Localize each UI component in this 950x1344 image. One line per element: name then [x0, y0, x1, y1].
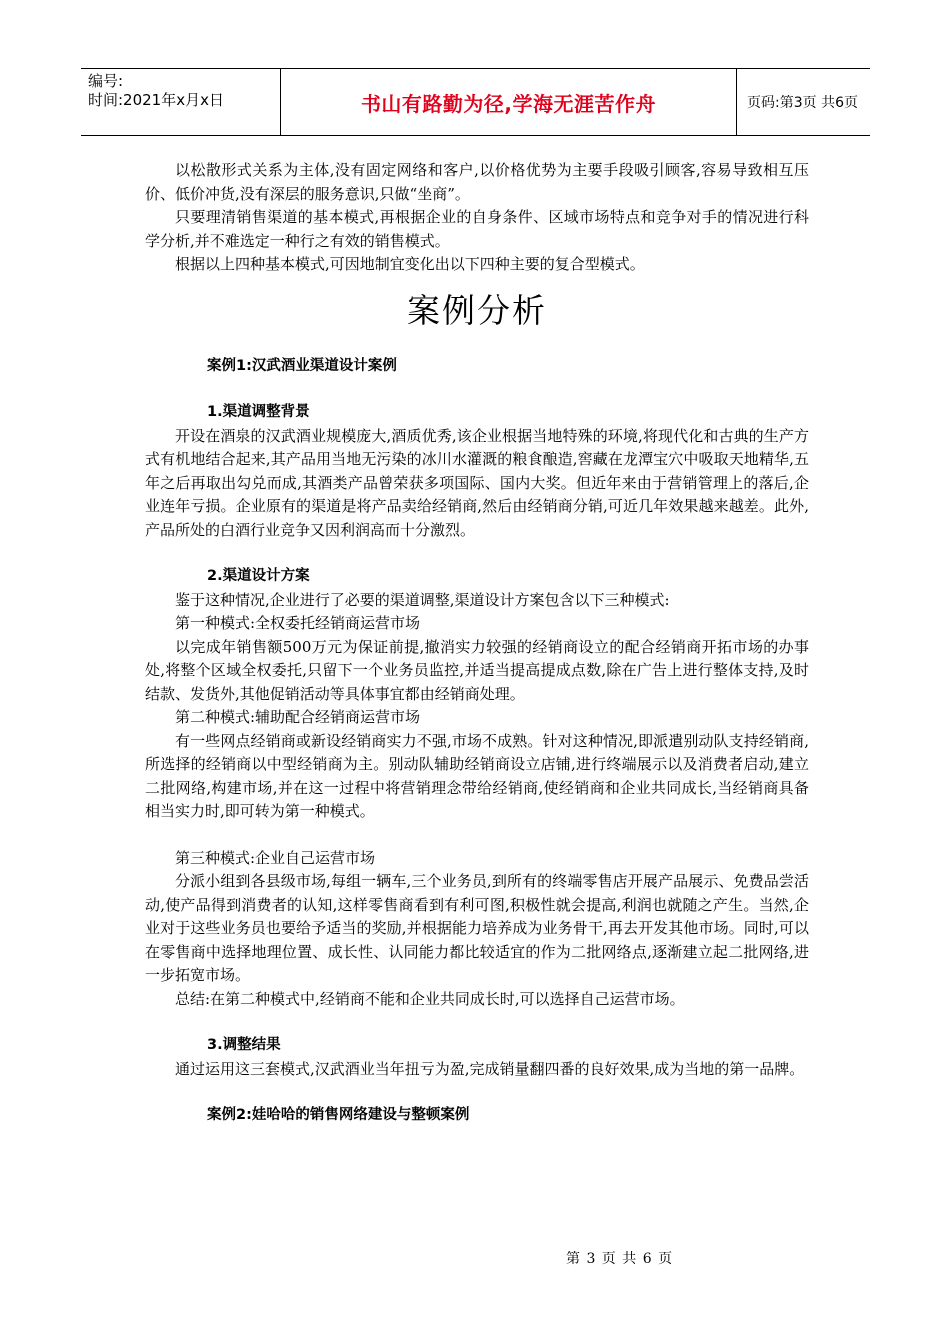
document-body: [145, 159, 809, 1128]
header-page-info: 页码:第3页 共6页: [747, 95, 858, 111]
mode1-text: 以完成年销售额500万元为保证前提,撤消实力较强的经销商设立的配合经销商开拓市场的办事处,将整个区域全权委托,只留下一个业务员监控,并适当提高提成点数,除在广告上进行整体支持,及时结款、发货外,其他促销活动等具体事宜都由经销商处理。: [145, 637, 809, 703]
document-date-label: 时间:2021年x月x日: [88, 91, 224, 109]
case1-heading: 案例1:汉武酒业渠道设计案例: [207, 357, 397, 374]
case1-section3-heading: 3.调整结果: [207, 1037, 281, 1053]
intro-paragraph-2: 只要理清销售渠道的基本模式,再根据企业的自身条件、区域市场特点和竞争对手的情况进行科学分析,并不难选定一种行之有效的销售模式。: [145, 208, 809, 250]
mode1-title: 第一种模式:全权委托经销商运营市场: [175, 614, 421, 632]
case2-heading: 案例2:娃哈哈的销售网络建设与整顿案例: [207, 1107, 470, 1123]
case1-result-paragraph: 通过运用这三套模式,汉武酒业当年扭亏为盈,完成销量翻四番的良好效果,成为当地的第一品牌。: [175, 1059, 805, 1078]
case1-background-paragraph: 开设在酒泉的汉武酒业规模庞大,酒质优秀,该企业根据当地特殊的环境,将现代化和古典的生产方式有机地结合起来,其产品用当地无污染的冰川水灌溉的粮食酿造,窖藏在龙潭宝穴中吸取天地精华,五年之后再取出勾兑而成,其酒类产品曾荣获多项国际、国内大奖。但近年来由于营销管理上的落后,企业连年亏损。企业原有的渠道是将产品卖给经销商,然后由经销商分销,可近几年效果越来越差。此外,产品所处的白酒行业竞争又因利润高而十分激烈。: [145, 426, 809, 539]
page-footer: 第 3 页 共 6 页: [566, 1251, 674, 1267]
header-motto: 书山有路勤为径,学海无涯苦作舟: [281, 69, 737, 135]
section-title: 案例分析: [407, 290, 547, 330]
case1-section2-heading: 2.渠道设计方案: [207, 568, 310, 584]
case1-section1-heading: 1.渠道调整背景: [207, 404, 310, 420]
page-header: [81, 68, 870, 136]
case1-design-intro: 鉴于这种情况,企业进行了必要的渠道调整,渠道设计方案包含以下三种模式:: [175, 590, 670, 609]
mode2-title: 第二种模式:辅助配合经销商运营市场: [175, 708, 421, 726]
mode3-title: 第三种模式:企业自己运营市场: [175, 848, 376, 867]
header-meta: [81, 69, 281, 135]
intro-paragraph-1: 以松散形式关系为主体,没有固定网络和客户,以价格优势为主要手段吸引顾客,容易导致相互压价、低价冲货,没有深层的服务意识,只做“坐商”。: [145, 161, 809, 203]
document-number-label: 编号:: [88, 72, 124, 90]
intro-paragraph-3: 根据以上四种基本模式,可因地制宜变化出以下四种主要的复合型模式。: [175, 255, 645, 273]
case1-summary: 总结:在第二种模式中,经销商不能和企业共同成长时,可以选择自己运营市场。: [175, 989, 685, 1008]
mode2-text: 有一些网点经销商或新设经销商实力不强,市场不成熟。针对这种情况,即派遣别动队支持经销商,所选择的经销商以中型经销商为主。别动队辅助经销商设立店铺,进行终端展示以及消费者启动,建立二批网络,构建市场,并在这一过程中将营销理念带给经销商,使经销商和企业共同成长,当经销商具备相当实力时,即可转为第一种模式。: [145, 731, 809, 820]
mode3-text: 分派小组到各县级市场,每组一辆车,三个业务员,到所有的终端零售店开展产品展示、免费品尝活动,使产品得到消费者的认知,这样零售商看到有利可图,积极性就会提高,利润也就随之产生。当然,企业对于这些业务员也要给予适当的奖励,并根据能力培养成为业务骨干,再去开发其他市场。同时,可以在零售商中选择地理位置、成长性、认同能力都比较适宜的作为二批网络点,逐渐建立起二批网络,进一步拓宽市场。: [145, 872, 809, 984]
